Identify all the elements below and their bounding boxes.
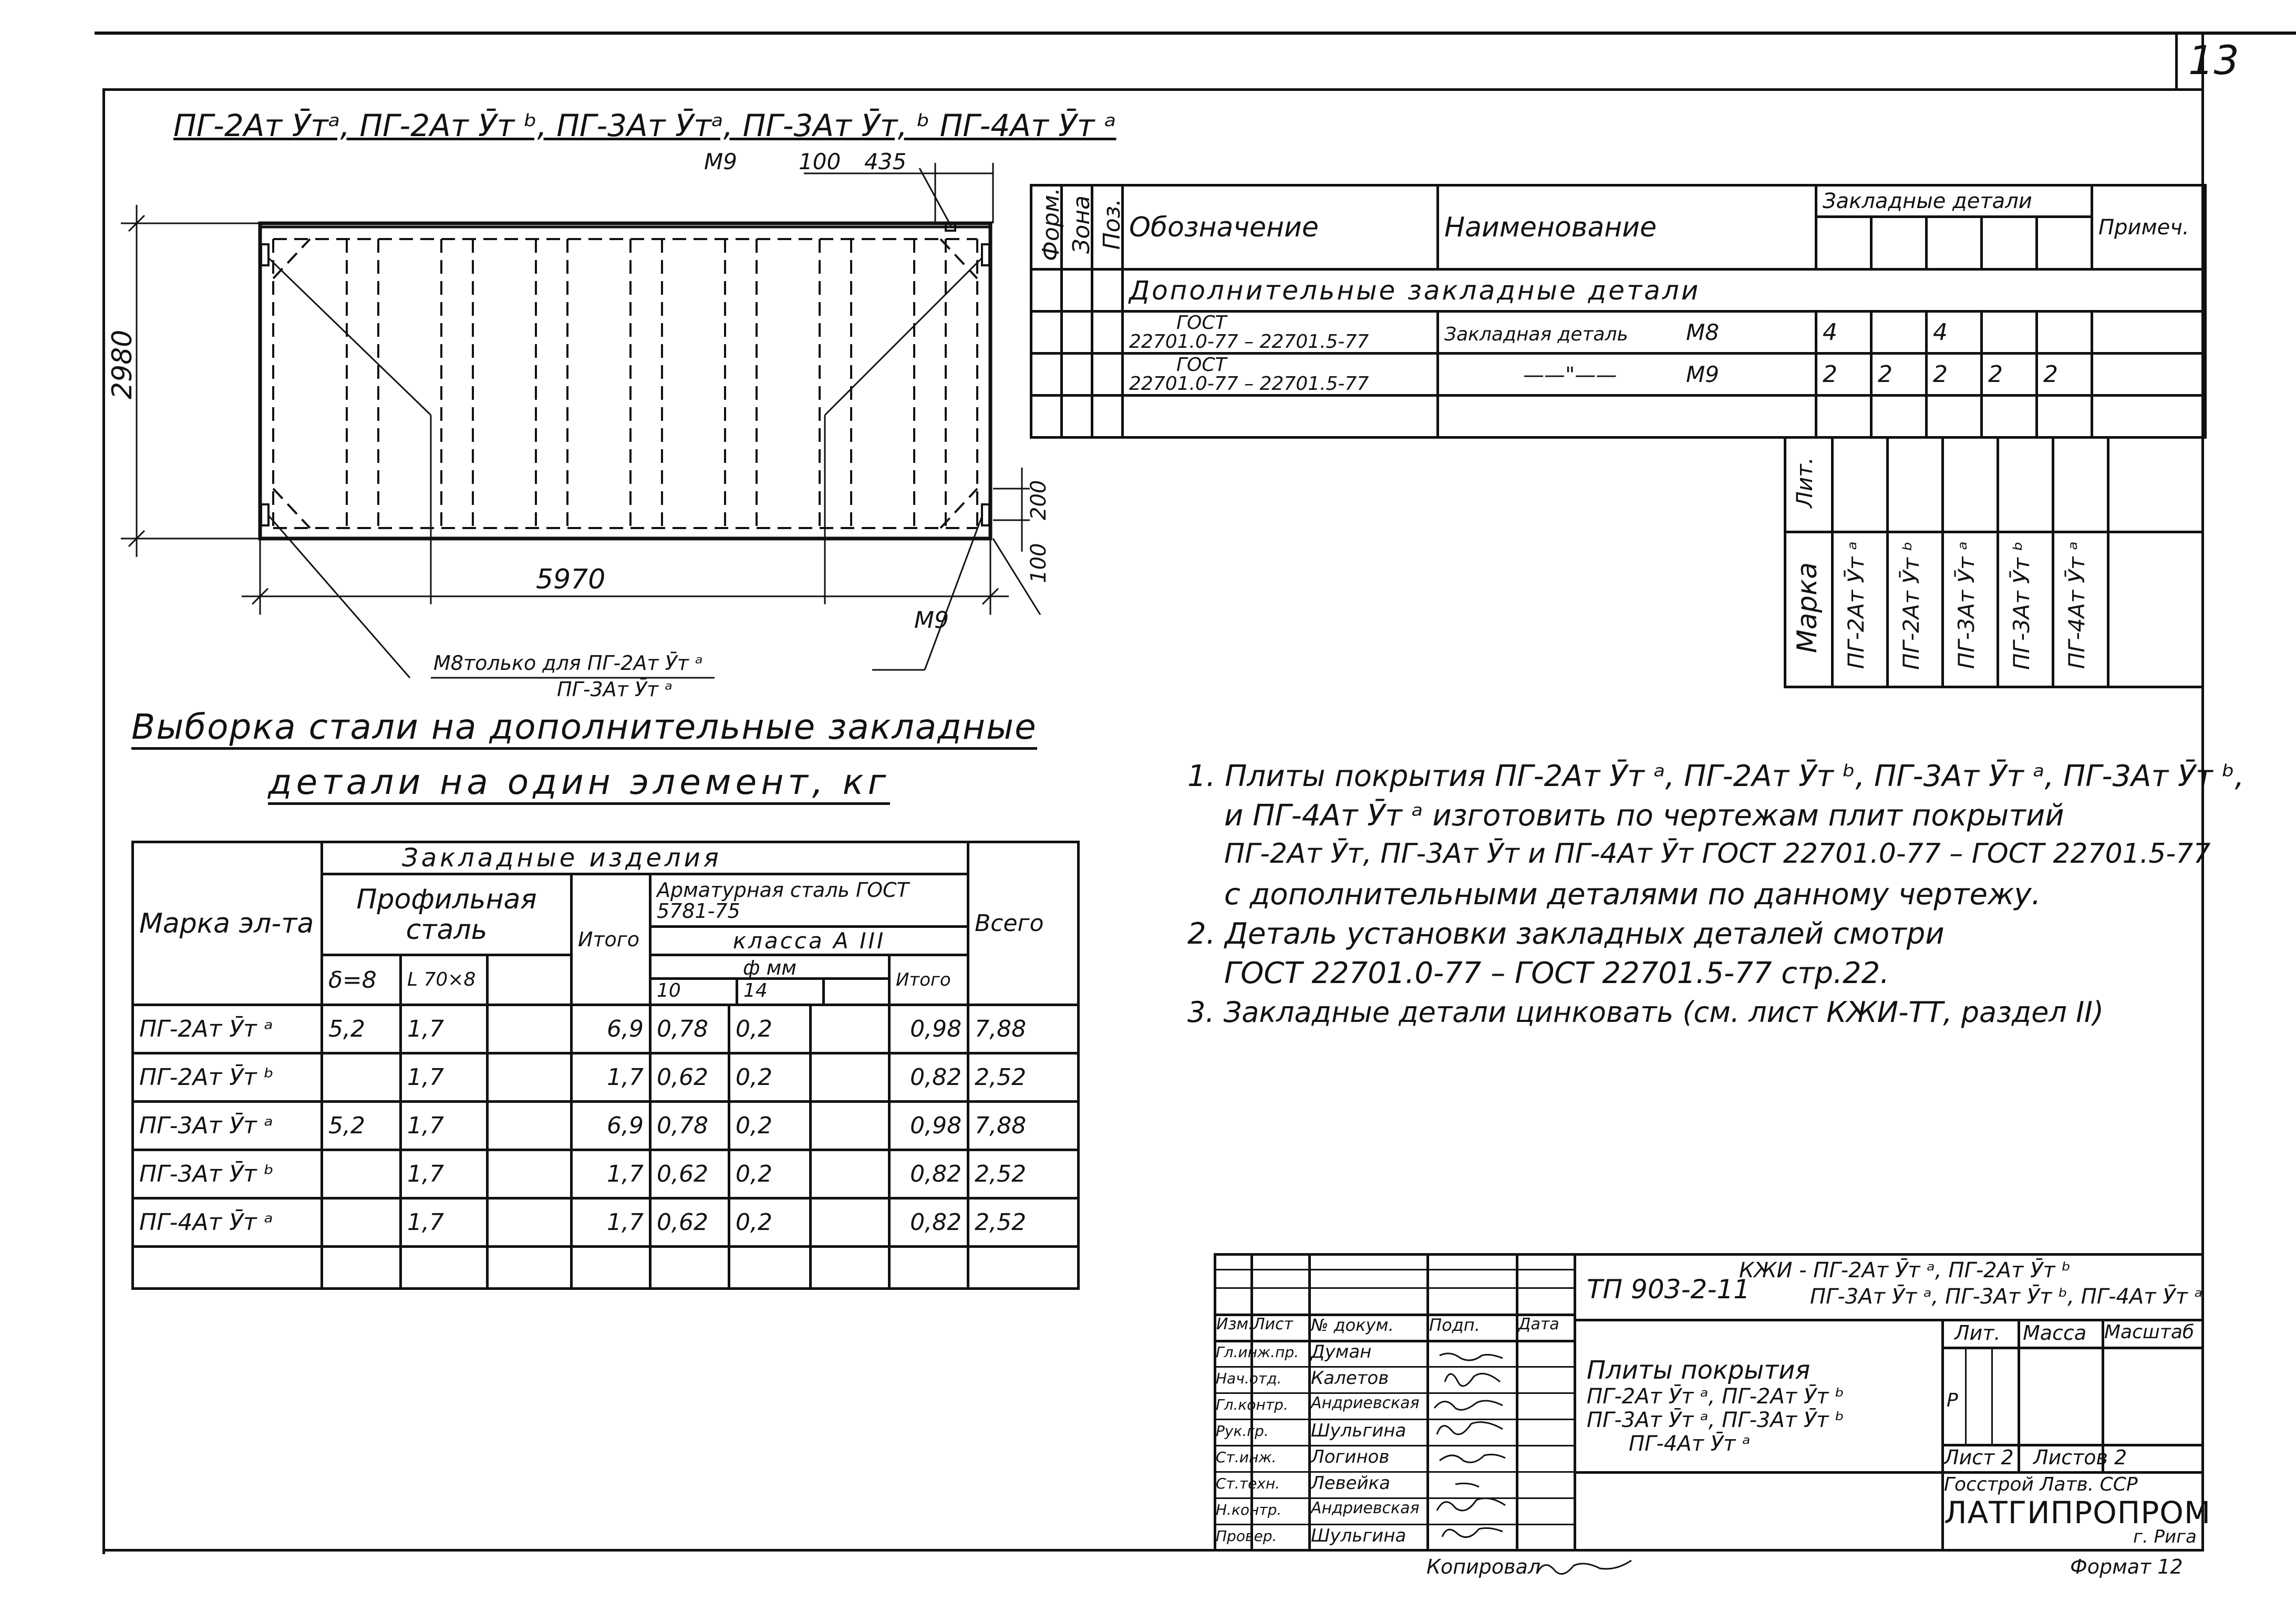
spec-h-embedded: Закладные детали xyxy=(1816,185,2092,217)
steel-table xyxy=(131,841,1080,1290)
dim-m9-top: М9 xyxy=(704,149,737,174)
tb-h-doc: № докум. xyxy=(1311,1315,1394,1335)
steel-h-rebar: Арматурная сталь ГОСТ 5781-75 xyxy=(650,874,968,927)
steel-h-angle: L 70×8 xyxy=(401,955,488,1005)
tb-role: Ст.техн. xyxy=(1216,1475,1280,1492)
dim-100: 100 xyxy=(799,149,841,174)
tb-product-1: Плиты покрытия xyxy=(1587,1356,1811,1385)
plate-outline xyxy=(260,223,990,539)
dim-length-label: 5970 xyxy=(536,564,606,595)
tb-name: Шульгина xyxy=(1311,1525,1406,1546)
note-1c: ПГ-2Ат Ӯт, ПГ-3Ат Ӯт и ПГ-4Ат Ӯт ГОСТ 22701.0-77 – ГОСТ 22701.5-77 xyxy=(1224,838,2211,870)
dim-200: 200 xyxy=(1027,480,1051,520)
lit-label: Лит. xyxy=(1792,457,1817,508)
tb-scale: Масштаб xyxy=(2104,1321,2195,1343)
steel-h-embedded: Закладные изделия xyxy=(322,842,968,874)
format-label: Формат 12 xyxy=(2070,1555,2183,1578)
tb-role: Н.контр. xyxy=(1216,1501,1282,1518)
steel-title-line2: детали на один элемент, кг xyxy=(268,762,890,805)
tb-code: ТП 903-2-11 xyxy=(1587,1274,1750,1305)
note-m8: М8только для ПГ-2Ат Ӯт ᵃ xyxy=(433,652,703,675)
steel-row: ПГ-2Ат Ӯт ᵃ 5,2 1,7 6,9 0,78 0,2 0,98 7,88 xyxy=(133,1005,1079,1053)
spec-h-format: Форм. xyxy=(1031,185,1062,270)
spec-h-zone: Зона xyxy=(1062,185,1092,270)
steel-h-profile: Профильная сталь xyxy=(322,874,572,955)
tb-name: Логинов xyxy=(1311,1446,1390,1467)
steel-h-all: Всего xyxy=(968,842,1079,1005)
sheet-number: 13 xyxy=(2188,37,2239,84)
spec-section-title: Дополнительные закладные детали xyxy=(1123,270,2206,312)
tb-code-right-2: ПГ-3Ат Ӯт ᵃ, ПГ-3Ат Ӯт ᵇ, ПГ-4Ат Ӯт ᵃ xyxy=(1810,1285,2203,1309)
tb-sheet: Лист 2 xyxy=(1944,1446,2014,1469)
note-1d: с дополнительными деталями по данному чертежу. xyxy=(1224,877,2041,912)
note-1a: 1. Плиты покрытия ПГ-2Ат Ӯт ᵃ, ПГ-2Ат Ӯт ᵇ, ПГ-3Ат Ӯт ᵃ, ПГ-3Ат Ӯт ᵇ, xyxy=(1187,759,2245,793)
spec-h-pos: Поз. xyxy=(1092,185,1123,270)
tb-name: Калетов xyxy=(1311,1368,1389,1389)
frame-inner-top xyxy=(102,88,2204,91)
tb-role: Ст.инж. xyxy=(1216,1449,1277,1466)
marka-label: Марка xyxy=(1792,562,1823,654)
steel-h-diam: ф мм xyxy=(651,956,888,980)
note-1b: и ПГ-4Ат Ӯт ᵃ изготовить по чертежам плит покрытий xyxy=(1224,799,2064,833)
steel-h-14: 14 xyxy=(738,980,825,1004)
drawing-title: ПГ-2Ат Ӯтᵃ, ПГ-2Ат Ӯт ᵇ, ПГ-3Ат Ӯтᵃ, ПГ-3Ат Ӯт, ᵇ ПГ-4Ат Ӯт ᵃ xyxy=(173,108,1116,143)
tb-role: Нач.отд. xyxy=(1216,1370,1282,1387)
tb-name: Левейка xyxy=(1311,1473,1390,1494)
tb-mass: Масса xyxy=(2023,1321,2087,1345)
tb-role: Гл.контр. xyxy=(1216,1396,1288,1413)
tb-org-3: г. Рига xyxy=(2133,1526,2197,1547)
signatures xyxy=(1429,1342,1516,1550)
mark-col-2: ПГ-2Ат Ӯт ᵇ xyxy=(1898,541,1924,670)
tb-code-right-1: КЖИ - ПГ-2Ат Ӯт ᵃ, ПГ-2Ат Ӯт ᵇ xyxy=(1739,1258,2071,1283)
note-2b: ГОСТ 22701.0-77 – ГОСТ 22701.5-77 стр.22. xyxy=(1224,956,1890,990)
dim-100-side: 100 xyxy=(1027,543,1051,583)
note-2a: 2. Деталь установки закладных деталей смотри xyxy=(1187,917,1945,951)
steel-h-10: 10 xyxy=(651,980,738,1004)
spec-h-designation: Обозначение xyxy=(1123,185,1438,270)
tb-sheets: Листов 2 xyxy=(2033,1446,2127,1469)
tb-role: Рук.гр. xyxy=(1216,1422,1269,1440)
tb-name: Думан xyxy=(1311,1341,1372,1362)
spec-h-note: Примеч. xyxy=(2092,185,2206,270)
tb-org-1: Госстрой Латв. ССР xyxy=(1944,1474,2138,1495)
tb-role: Провер. xyxy=(1216,1527,1277,1545)
tb-name: Андриевская xyxy=(1311,1499,1420,1517)
tb-name: Шульгина xyxy=(1311,1420,1406,1441)
label-m9-right: М9 xyxy=(914,607,949,634)
steel-h-d6: δ=8 xyxy=(322,955,401,1005)
spec-row: ГОСТ 22701.0-77 – 22701.5-77 Закладная деталь М8 4 4 xyxy=(1031,312,2206,354)
mark-col-3: ПГ-3Ат Ӯт ᵃ xyxy=(1953,541,1979,669)
steel-h-itogo2: Итого xyxy=(890,955,968,1005)
frame-top-line xyxy=(95,32,2296,35)
tb-product-3: ПГ-3Ат Ӯт ᵃ, ПГ-3Ат Ӯт ᵇ xyxy=(1587,1408,1845,1432)
tb-product-2: ПГ-2Ат Ӯт ᵃ, ПГ-2Ат Ӯт ᵇ xyxy=(1587,1384,1845,1409)
note-3: 3. Закладные детали цинковать (см. лист КЖИ-ТТ, раздел II) xyxy=(1187,996,2104,1029)
spec-table xyxy=(1030,184,2207,439)
steel-row: ПГ-2Ат Ӯт ᵇ 1,7 1,7 0,62 0,2 0,82 2,52 xyxy=(133,1053,1079,1102)
tb-h-izm: Изм. xyxy=(1216,1315,1254,1333)
mark-col-4: ПГ-3Ат Ӯт ᵇ xyxy=(2009,541,2034,670)
sheet-num-box-left xyxy=(2175,32,2178,89)
steel-h-class: класса А III xyxy=(650,927,968,955)
tb-org-2: ЛАТГИПРОПРОМ xyxy=(1944,1495,2211,1531)
steel-row: ПГ-3Ат Ӯт ᵃ 5,2 1,7 6,9 0,78 0,2 0,98 7,88 xyxy=(133,1102,1079,1150)
tb-role: Гл.инж.пр. xyxy=(1216,1343,1299,1361)
mark-col-5: ПГ-4Ат Ӯт ᵃ xyxy=(2064,541,2090,669)
tb-h-sign: Подп. xyxy=(1429,1315,1480,1335)
dim-435: 435 xyxy=(864,149,907,174)
tb-h-list: Лист xyxy=(1253,1315,1294,1333)
steel-row: ПГ-4Ат Ӯт ᵃ 1,7 1,7 0,62 0,2 0,82 2,52 xyxy=(133,1198,1079,1247)
mark-col-1: ПГ-2Ат Ӯт ᵃ xyxy=(1843,541,1869,669)
tb-product-4: ПГ-4Ат Ӯт ᵃ xyxy=(1629,1432,1751,1456)
steel-h-total: Итого xyxy=(572,874,650,1005)
tb-name: Андриевская xyxy=(1311,1394,1420,1412)
copied-by: Копировал xyxy=(1426,1555,1541,1578)
spec-h-name: Наименование xyxy=(1438,185,1816,270)
steel-title-line1: Выборка стали на дополнительные закладные xyxy=(131,707,1037,750)
copier-signature xyxy=(1534,1555,1660,1581)
dim-height-label: 2980 xyxy=(107,329,138,399)
steel-row: ПГ-3Ат Ӯт ᵇ 1,7 1,7 0,62 0,2 0,82 2,52 xyxy=(133,1150,1079,1198)
tb-lit: Лит. xyxy=(1954,1321,2001,1345)
tb-stage: Р xyxy=(1947,1390,1958,1411)
steel-h-mark: Марка эл-та xyxy=(133,842,322,1005)
spec-row: ГОСТ 22701.0-77 – 22701.5-77 ——"—— М9 2 2 2 2 2 xyxy=(1031,354,2206,396)
tb-h-date: Дата xyxy=(1518,1315,1559,1333)
note-m8-2: ПГ-3Ат Ӯт ᵃ xyxy=(557,678,673,701)
